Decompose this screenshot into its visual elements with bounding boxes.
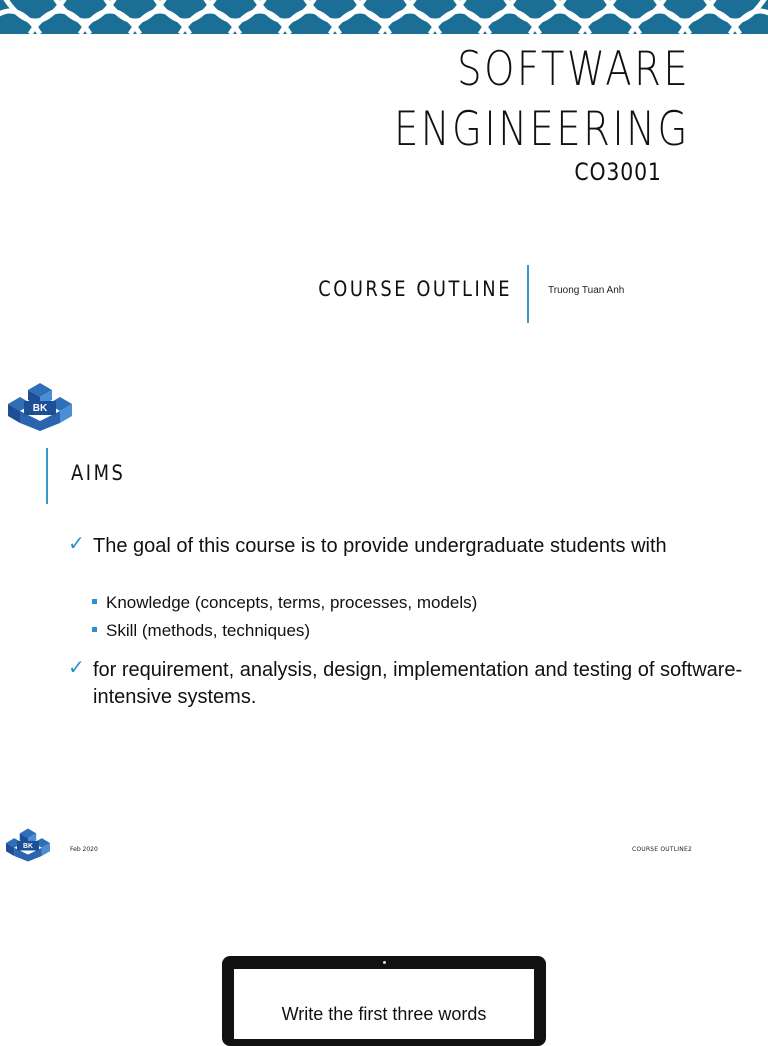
sub-bullet-text: Knowledge (concepts, terms, processes, models) (106, 593, 478, 612)
section-heading: AIMS (71, 461, 126, 485)
camera-icon (383, 961, 386, 964)
sub-bullet-text: Skill (methods, techniques) (106, 621, 311, 640)
device-prompt: Write the first three words (281, 1004, 487, 1024)
course-code: CO3001 (574, 158, 662, 186)
footer-date: Feb 2020 (70, 846, 98, 853)
checkmark-icon: ✓ (68, 533, 85, 555)
bullet-text: for requirement, analysis, design, implementation and testing of software-intensive systems. (93, 659, 743, 708)
slide-subtitle: COURSE OUTLINE (318, 277, 512, 301)
author-name: Truong Tuan Anh (548, 285, 625, 296)
bullet-item (68, 657, 748, 711)
subtitle-divider (527, 265, 529, 323)
square-bullet-icon (92, 627, 97, 632)
logo-subtext: TP.HCM (22, 850, 34, 854)
bullet-item (68, 533, 748, 560)
slide-title-line-1: SOFTWARE (456, 42, 690, 97)
logo-subtext: TP.HCM (32, 414, 48, 419)
university-logo (8, 383, 72, 431)
footer-logo (6, 828, 50, 862)
bullet-text: The goal of this course is to provide undergraduate students with (93, 535, 667, 557)
heading-accent-bar (46, 448, 48, 504)
logo-text: BK (23, 842, 33, 850)
sub-bullet-item (92, 592, 477, 614)
logo-text: BK (32, 403, 48, 414)
checkmark-icon: ✓ (68, 657, 85, 679)
page-number: 2 (688, 846, 692, 853)
decorative-banner (0, 0, 768, 34)
slide-title-line-2: ENGINEERING (394, 102, 690, 157)
footer-title: COURSE OUTLINE (632, 846, 688, 853)
sub-bullet-item (92, 620, 310, 642)
square-bullet-icon (92, 599, 97, 604)
